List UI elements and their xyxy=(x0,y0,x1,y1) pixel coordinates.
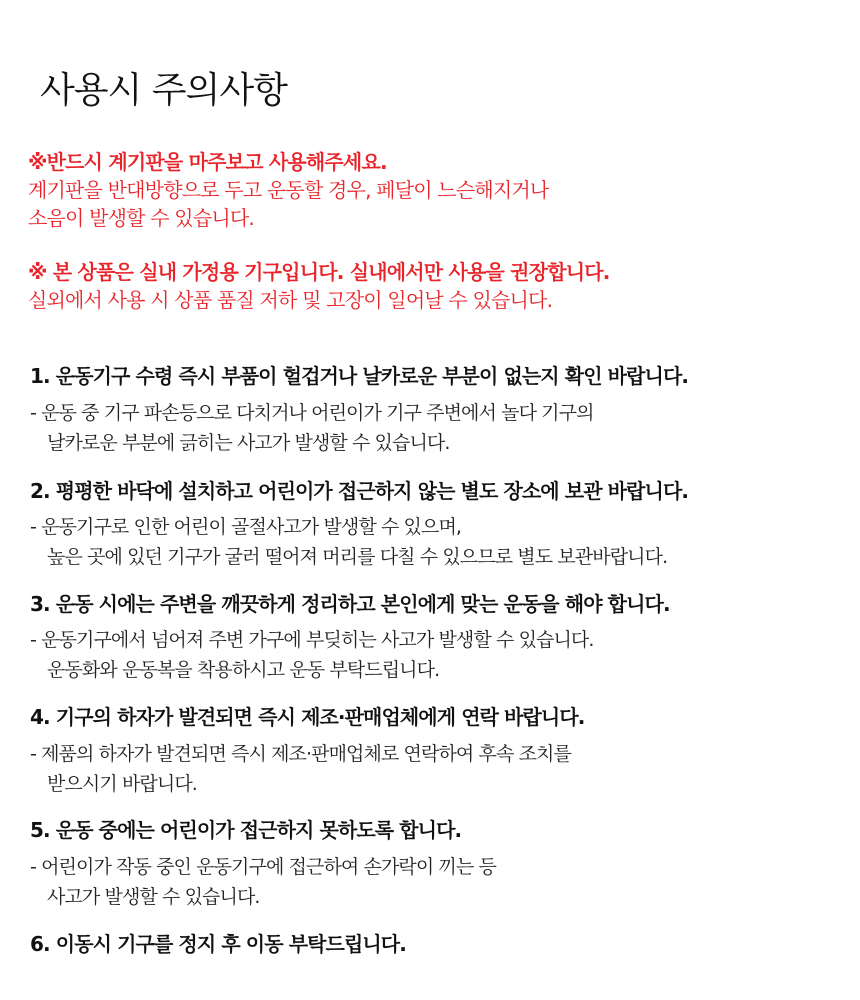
caution-item-line: - 운동기구에서 넘어져 주변 가구에 부딪히는 사고가 발생할 수 있습니다. xyxy=(30,629,594,651)
warning-block-counter-facing xyxy=(28,148,548,232)
caution-item-line: 운동화와 운동복을 착용하시고 운동 부탁드립니다. xyxy=(47,659,440,681)
page-title: 사용시 주의사항 xyxy=(40,70,287,111)
warning-line: 계기판을 반대방향으로 두고 운동할 경우, 페달이 느슨해지거나 xyxy=(28,178,549,202)
caution-item-line: 받으시기 바랍니다. xyxy=(47,773,197,795)
caution-item-heading: 3. 운동 시에는 주변을 깨끗하게 정리하고 본인에게 맞는 운동을 해야 합니다. xyxy=(30,592,670,616)
caution-item-heading: 5. 운동 중에는 어린이가 접근하지 못하도록 합니다. xyxy=(30,818,462,842)
warning-strong-text: ※ 본 상품은 실내 가정용 기구입니다. 실내에서만 사용을 권장합니다. xyxy=(28,260,610,284)
caution-item-body xyxy=(30,512,667,572)
caution-item-body xyxy=(30,739,571,799)
caution-item-line: - 운동기구로 인한 어린이 골절사고가 발생할 수 있으며, xyxy=(30,516,462,538)
caution-item-line: 사고가 발생할 수 있습니다. xyxy=(47,886,260,908)
caution-item-body xyxy=(30,398,594,458)
warning-line: 소음이 발생할 수 있습니다. xyxy=(28,206,254,230)
warning-block-indoor-use xyxy=(28,258,610,314)
warning-strong-text: ※반드시 계기판을 마주보고 사용해주세요. xyxy=(28,150,387,174)
warning-line: 실외에서 사용 시 상품 품질 저하 및 고장이 일어날 수 있습니다. xyxy=(28,288,553,312)
caution-item-line: - 제품의 하자가 발견되면 즉시 제조·판매업체로 연락하여 후속 조치를 xyxy=(30,743,571,765)
caution-item-line: 날카로운 부분에 긁히는 사고가 발생할 수 있습니다. xyxy=(47,432,450,454)
caution-item-body xyxy=(30,625,594,685)
caution-item-line: 높은 곳에 있던 기구가 굴러 떨어져 머리를 다칠 수 있으므로 별도 보관바랍니다. xyxy=(47,546,668,568)
caution-item-body xyxy=(30,852,496,912)
caution-item-heading: 1. 운동기구 수령 즉시 부품이 헐겁거나 날카로운 부분이 없는지 확인 바랍니다. xyxy=(30,364,689,388)
caution-item-heading: 4. 기구의 하자가 발견되면 즉시 제조·판매업체에게 연락 바랍니다. xyxy=(30,705,585,729)
caution-item-heading: 2. 평평한 바닥에 설치하고 어린이가 접근하지 않는 별도 장소에 보관 바랍니다. xyxy=(30,479,689,503)
caution-item-line: - 운동 중 기구 파손등으로 다치거나 어린이가 기구 주변에서 놀다 기구의 xyxy=(30,402,594,424)
caution-item-heading: 6. 이동시 기구를 정지 후 이동 부탁드립니다. xyxy=(30,932,406,956)
caution-item-line: - 어린이가 작동 중인 운동기구에 접근하여 손가락이 끼는 등 xyxy=(30,856,496,878)
